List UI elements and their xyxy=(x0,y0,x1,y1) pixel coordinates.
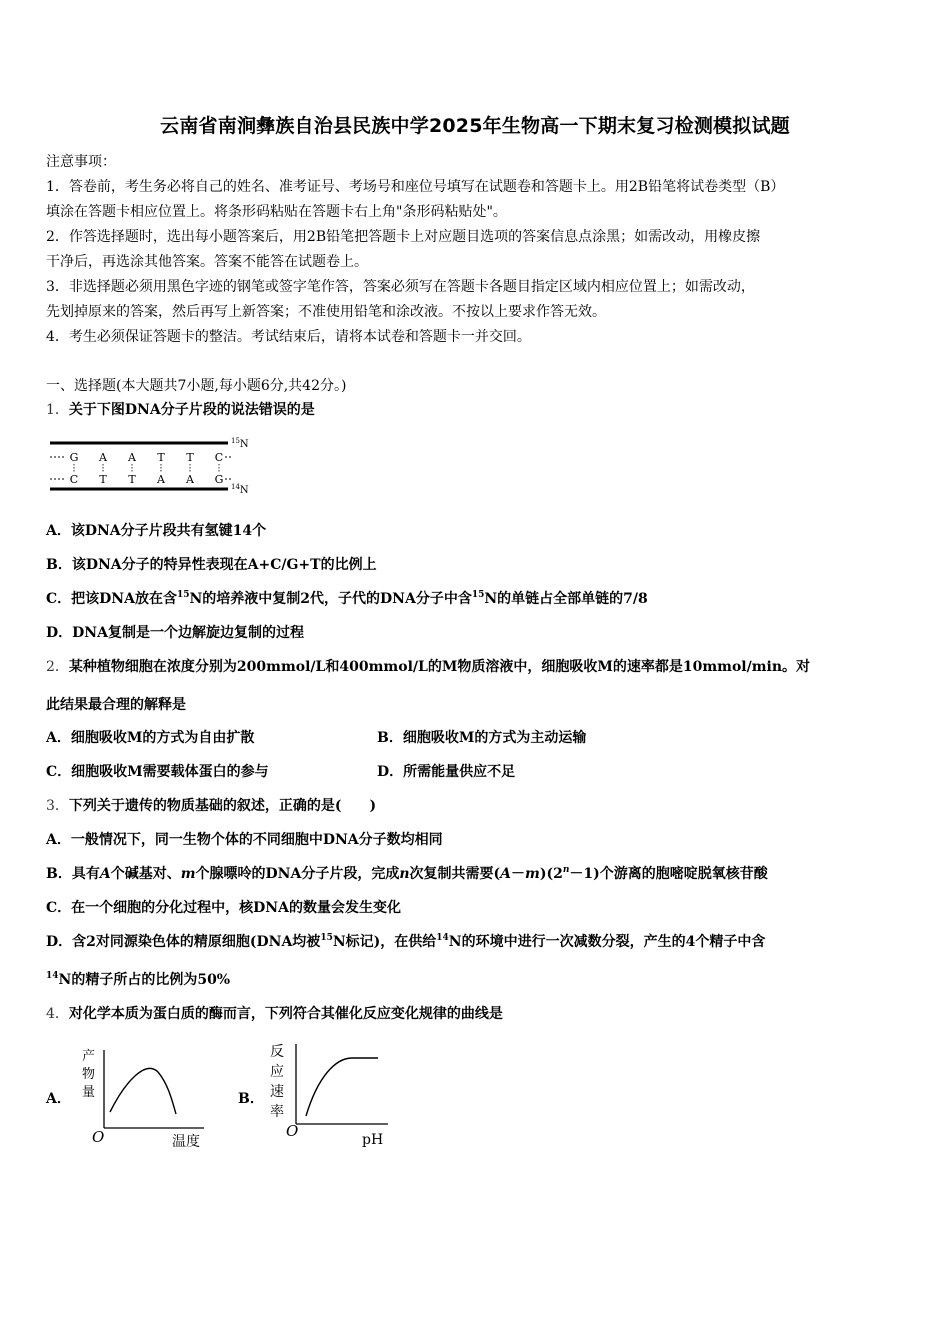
base-bottom: A xyxy=(186,473,194,486)
variable: A xyxy=(500,866,512,882)
base-top: T xyxy=(186,451,194,464)
graph-b-ylabel: 率 xyxy=(270,1104,284,1120)
q2-option-b: B．细胞吸收M的方式为主动运输 xyxy=(377,730,587,746)
question-text: 下列关于遗传的物质基础的叙述，正确的是( ) xyxy=(68,798,377,814)
q1-option-a: A．该DNA分子片段共有氢键14个 xyxy=(46,523,267,539)
superscript: 14 xyxy=(436,933,449,943)
q3-option-a: A．一般情况下，同一生物个体的不同细胞中DNA分子数均相同 xyxy=(46,832,443,848)
graph-a-xlabel: 温度 xyxy=(172,1134,200,1150)
base-bottom: A xyxy=(157,473,165,486)
base-bottom: T xyxy=(128,473,136,486)
q2-option-d: D．所需能量供应不足 xyxy=(377,764,516,780)
option-text: B．具有 xyxy=(46,866,100,882)
dna-fragment-diagram xyxy=(48,432,263,498)
graph-b-xlabel: pH xyxy=(362,1132,384,1148)
option-text: N的精子所占的比例为50% xyxy=(58,972,231,988)
base-top: A xyxy=(99,451,107,464)
base-bottom: C xyxy=(69,473,79,486)
base-top: A xyxy=(128,451,136,464)
graph-b-curve xyxy=(306,1058,378,1116)
notes-line-5: 3．非选择题必须用黑色字迹的钢笔或签字笔作答，答案必须写在答题卡各题目指定区域内相应位置上；如需改动， xyxy=(46,279,755,295)
graph-b-ylabel: 应 xyxy=(270,1064,284,1080)
graph-a-ylabel: 量 xyxy=(82,1085,96,1100)
graph-b-ylabel: 速 xyxy=(270,1084,284,1100)
question-text: 某种植物细胞在浓度分别为200mmol∕L和400mmol∕L的M物质溶液中，细胞吸收M的速率都是10mmol∕min。对 xyxy=(68,659,811,675)
notes-line-2: 填涂在答题卡相应位置上。将条形码粘贴在答题卡右上角"条形码粘贴处"。 xyxy=(46,204,507,220)
q3-option-d xyxy=(46,933,916,951)
q3-option-d-cont xyxy=(46,971,916,989)
variable: m xyxy=(525,866,540,882)
option-text: －1)个游离的胞嘧啶脱氧核苷酸 xyxy=(569,866,768,882)
option-text: N的单链占全部单链的7/8 xyxy=(484,591,648,607)
notes-line-6: 先划掉原来的答案，然后再写上新答案；不准使用铅笔和涂改液。不按以上要求作答无效。 xyxy=(46,304,606,320)
q2-option-a: A．细胞吸收M的方式为自由扩散 xyxy=(46,730,255,746)
bottom-strand-label: $^{14}$N xyxy=(231,483,249,496)
option-text: 个碱基对、 xyxy=(110,866,181,882)
top-strand-label: $^{15}$N xyxy=(231,437,249,450)
question-number: 2． xyxy=(46,659,69,675)
notes-line-1: 1．答卷前，考生务必将自己的姓名、准考证号、考场号和座位号填写在试题卷和答题卡上。用2B铅笔将试卷类型（B） xyxy=(46,179,785,195)
superscript: 15 xyxy=(320,933,333,943)
question-1-stem xyxy=(46,401,916,419)
option-text: 次复制共需要( xyxy=(409,866,501,882)
question-number: 3． xyxy=(46,798,69,814)
base-pairs xyxy=(50,451,233,486)
option-text: N的环境中进行一次减数分裂，产生的4个精子中含 xyxy=(448,934,766,950)
graph-b-origin: O xyxy=(286,1122,299,1140)
base-top: T xyxy=(157,451,165,464)
question-4-stem xyxy=(46,1005,916,1023)
option-text: 个腺嘌呤的DNA分子片段，完成 xyxy=(195,866,400,882)
q1-option-c xyxy=(46,590,916,608)
notes-heading: 注意事项： xyxy=(46,154,116,170)
q1-option-b: B．该DNA分子的特异性表现在A+C/G+T的比例上 xyxy=(46,557,377,573)
graph-a-ylabel: 物 xyxy=(82,1067,96,1082)
question-text: 关于下图DNA分子片段的说法错误的是 xyxy=(68,402,315,418)
graph-a-origin: O xyxy=(92,1128,105,1146)
graph-a-ylabel: 产 xyxy=(82,1049,96,1064)
option-text: N标记)，在供给 xyxy=(332,934,437,950)
q2-option-c: C．细胞吸收M需要载体蛋白的参与 xyxy=(46,764,269,780)
base-bottom: G xyxy=(214,473,224,486)
base-top: C xyxy=(214,451,224,464)
option-text: C．把该DNA放在含 xyxy=(46,591,177,607)
notes-line-4: 干净后，再选涂其他答案。答案不能答在试题卷上。 xyxy=(46,254,368,270)
graph-product-vs-temperature xyxy=(76,1040,216,1152)
q3-option-b xyxy=(46,865,916,883)
question-2-stem-cont: 此结果最合理的解释是 xyxy=(46,697,186,713)
base-top: G xyxy=(69,451,79,464)
superscript: 15 xyxy=(471,590,485,600)
question-2-stem xyxy=(46,658,916,676)
superscript: 15 xyxy=(176,590,190,600)
page-title: 云南省南涧彝族自治县民族中学2025年生物高一下期末复习检测模拟试题 xyxy=(160,115,790,137)
option-text: )(2 xyxy=(539,866,563,882)
variable: m xyxy=(180,866,196,882)
graph-rate-vs-ph xyxy=(266,1036,396,1150)
superscript: n xyxy=(562,865,570,875)
question-number: 4． xyxy=(46,1006,69,1022)
q2-options-row-1 xyxy=(46,729,916,747)
question-number: 1． xyxy=(46,402,69,418)
question-text: 对化学本质为蛋白质的酶而言，下列符合其催化反应变化规律的曲线是 xyxy=(68,1006,503,1022)
superscript: 14 xyxy=(46,971,59,981)
graph-b-ylabel: 反 xyxy=(270,1044,284,1060)
option-text: N的培养液中复制2代，子代的DNA分子中含 xyxy=(189,591,472,607)
notes-line-7: 4．考生必须保证答题卡的整洁。考试结束后，请将本试卷和答题卡一并交回。 xyxy=(46,329,531,345)
option-text: D．含2对同源染色体的精原细胞(DNA均被 xyxy=(46,934,321,950)
variable: A xyxy=(99,866,111,882)
q4-option-a-label: A． xyxy=(46,1091,71,1107)
graph-a-curve xyxy=(110,1068,176,1114)
q3-option-c: C．在一个细胞的分化过程中，核DNA的数量会发生变化 xyxy=(46,900,401,916)
q2-options-row-2 xyxy=(46,763,916,781)
variable: n xyxy=(399,866,410,882)
question-3-stem xyxy=(46,797,916,815)
option-text: － xyxy=(511,866,526,882)
notes-line-3: 2．作答选择题时，选出每小题答案后，用2B铅笔把答题卡上对应题目选项的答案信息点涂黑；如需改动，用橡皮擦 xyxy=(46,229,761,245)
q4-option-b-label: B． xyxy=(238,1091,264,1107)
base-bottom: T xyxy=(99,473,107,486)
section-heading: 一、选择题(本大题共7小题,每小题6分,共42分。) xyxy=(46,378,347,394)
q1-option-d: D．DNA复制是一个边解旋边复制的过程 xyxy=(46,625,304,641)
